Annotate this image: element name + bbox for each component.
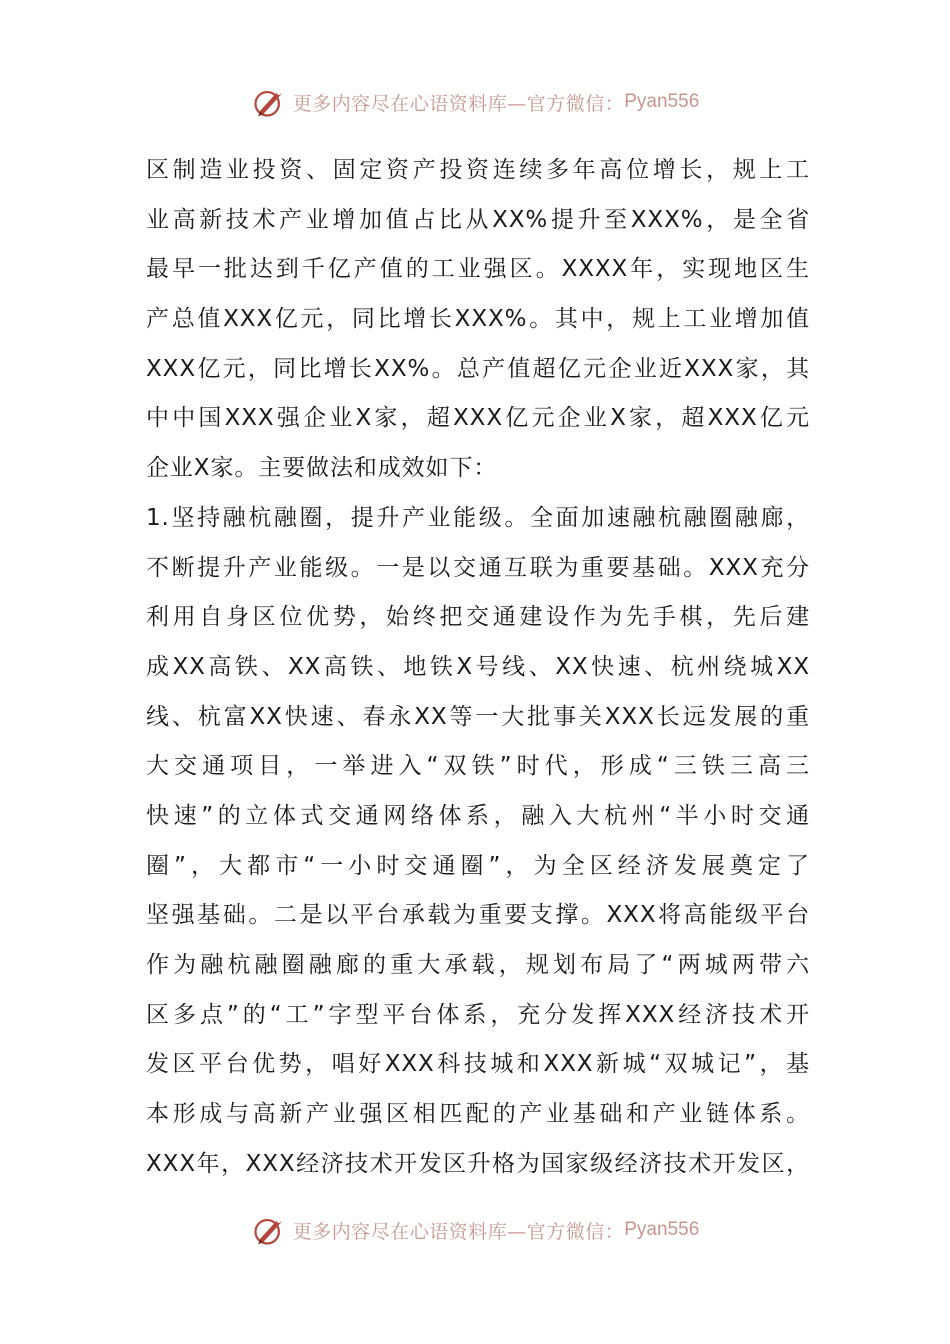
watermark-wechat-id: Pyan556 [624, 91, 700, 112]
text-line: 中中国XXX强企业X家，超XXX亿元企业X家，超XXX亿元 [146, 405, 810, 432]
pen-logo-icon [251, 84, 287, 120]
text-line: 本形成与高新产业强区相匹配的产业基础和产业链体系。 [146, 1101, 810, 1128]
text-line: 作为融杭融圈融廊的重大承载，规划布局了“两城两带六 [146, 952, 810, 978]
text-line: 线、杭富XX快速、春永XX等一大批事关XXX长远发展的重 [146, 703, 810, 730]
text-line: 产总值XXX亿元，同比增长XXX%。其中，规上工业增加值 [146, 306, 810, 333]
text-line: 最早一批达到千亿产值的工业强区。XXXX年，实现地区生 [146, 256, 810, 283]
text-line: 企业X家。主要做法和成效如下： [146, 455, 498, 482]
header-watermark [0, 80, 950, 124]
text-line: 发区平台优势，唱好XXX科技城和XXX新城“双城记”，基 [146, 1051, 810, 1078]
watermark-text: 更多内容尽在心语资料库—官方微信： [292, 92, 625, 115]
text-line: XXX年，XXX经济技术开发区升格为国家级经济技术开发区， [146, 1150, 810, 1177]
text-line: 成XX高铁、XX高铁、地铁X号线、XX快速、杭州绕城XX [146, 653, 810, 680]
text-line: 区多点”的“工”字型平台体系，充分发挥XXX经济技术开 [146, 1001, 810, 1028]
text-line: 不断提升产业能级。一是以交通互联为重要基础。XXX充分 [146, 554, 810, 581]
text-line: 1.坚持融杭融圈，提升产业能级。全面加速融杭融圈融廊， [146, 504, 810, 531]
watermark-text: 更多内容尽在心语资料库—官方微信： [292, 1220, 625, 1243]
text-line: 圈”，大都市“一小时交通圈”，为全区经济发展奠定了 [146, 852, 810, 879]
text-line: 业高新技术产业增加值占比从XX%提升至XXX%，是全省 [146, 206, 810, 233]
text-line: 坚强基础。二是以平台承载为重要支撑。XXX将高能级平台 [146, 902, 810, 929]
text-line: 快速”的立体式交通网络体系，融入大杭州“半小时交通 [146, 802, 810, 829]
footer-watermark [0, 1208, 950, 1252]
watermark-wechat-id: Pyan556 [624, 1219, 700, 1240]
text-line: XXX亿元，同比增长XX%。总产值超亿元企业近XXX家，其 [146, 355, 810, 382]
text-line: 利用自身区位优势，始终把交通建设作为先手棋，先后建 [146, 604, 810, 631]
document-body [146, 146, 810, 1189]
text-line: 大交通项目，一举进入“双铁”时代，形成“三铁三高三 [146, 753, 810, 780]
text-line: 区制造业投资、固定资产投资连续多年高位增长，规上工 [146, 157, 810, 183]
pen-logo-icon [251, 1212, 287, 1248]
